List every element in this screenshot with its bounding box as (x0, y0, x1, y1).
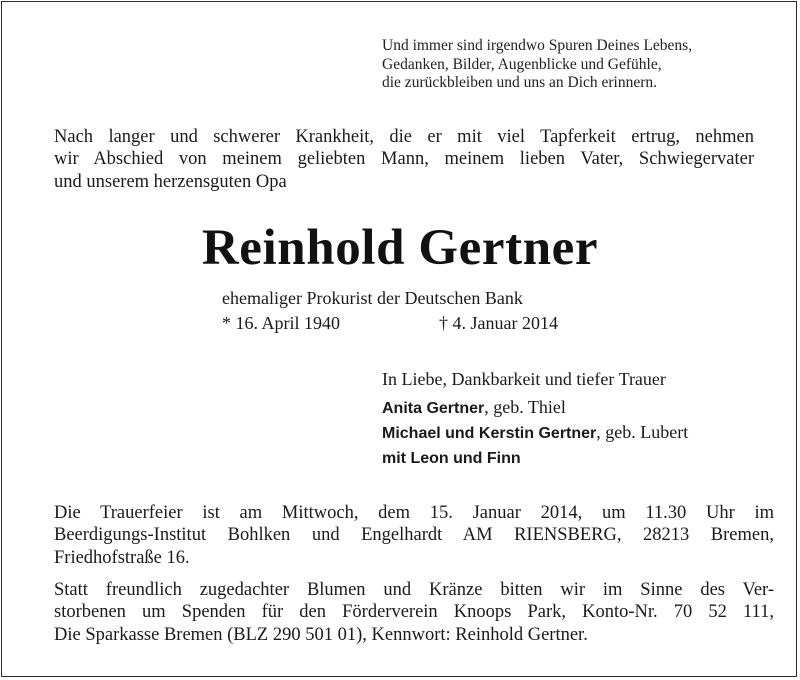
quote-line: Und immer sind irgendwo Spuren Deines Lebens, (382, 37, 693, 54)
birth-date: * 16. April 1940 (222, 313, 341, 333)
notice-border (1, 1, 797, 677)
announcement-line: und unserem herzensguten Opa (54, 171, 287, 192)
mourner-entry (382, 446, 521, 470)
donation-line: storbenen um Spenden für den Förderverein Knoops Park, Konto-Nr. 70 52 111, (54, 602, 774, 623)
quote-line: Gedanken, Bilder, Augenblicke und Gefühle, (382, 55, 662, 73)
funeral-line: Friedhofstraße 16. (54, 547, 190, 568)
funeral-line: Die Trauerfeier ist am Mittwoch, dem 15. Januar 2014, um 11.30 Uhr im (54, 503, 774, 523)
funeral-details (54, 502, 774, 569)
mourner-name: mit Leon und Finn (382, 450, 521, 467)
quote-line: die zurückbleiben und uns an Dich erinnern. (382, 74, 658, 92)
mourner-name: Michael und Kerstin Gertner (382, 425, 597, 442)
funeral-line: Beerdigungs-Institut Bohlken und Engelhardt AM RIENSBERG, 28213 Bremen, (54, 525, 774, 546)
closing-phrase: In Liebe, Dankbarkeit und tiefer Trauer (382, 369, 666, 389)
mourner-entry (382, 396, 566, 420)
announcement-text (54, 126, 754, 193)
memorial-quote (382, 37, 782, 93)
deceased-name: Reinhold Gertner (201, 220, 599, 276)
announcement-line: wir Abschied von meinem geliebten Mann, meinem lieben Vater, Schwiegervater (54, 149, 754, 170)
donation-line: Statt freundlich zugedachter Blumen und Kränze bitten wir im Sinne des Ver- (54, 580, 774, 600)
mourner-name: Anita Gertner (382, 400, 485, 417)
deceased-occupation: ehemaliger Prokurist der Deutschen Bank (222, 288, 523, 308)
mourner-entry (382, 421, 688, 445)
mourner-suffix: , geb. Lubert (596, 422, 689, 442)
donation-request (54, 579, 774, 646)
donation-line: Die Sparkasse Bremen (BLZ 290 501 01), Kennwort: Reinhold Gertner. (54, 624, 588, 645)
mourner-suffix: , geb. Thiel (484, 397, 566, 417)
announcement-line: Nach langer und schwerer Krankheit, die er mit viel Tapferkeit ertrug, nehmen (54, 127, 754, 147)
death-date: † 4. Januar 2014 (439, 313, 558, 333)
